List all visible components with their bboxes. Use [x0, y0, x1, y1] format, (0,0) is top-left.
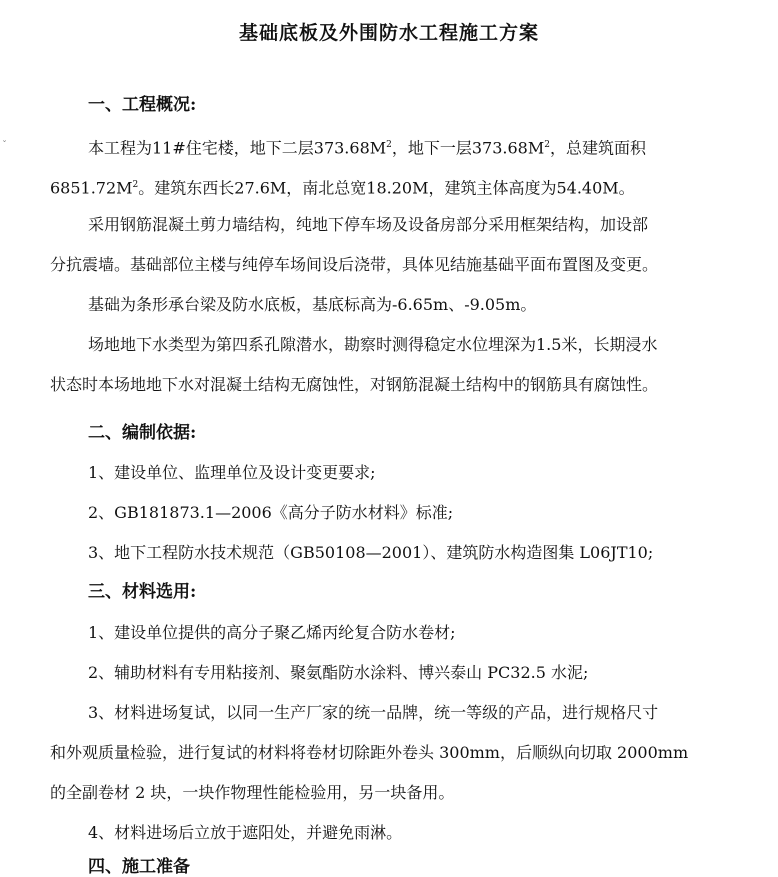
- text-span: 6851.72M: [50, 178, 133, 198]
- list-item-continuation: 和外观质量检验，进行复试的材料将卷材切除距外卷头 300mm，后顺纵向切取 2000mm: [50, 743, 689, 762]
- list-item: 3、地下工程防水技术规范（GB50108—2001）、建筑防水构造图集 L06JT10;: [88, 543, 654, 562]
- paragraph-line: [50, 175, 635, 198]
- list-item-continuation: 的全副卷材 2 块，一块作物理性能检验用，另一块备用。: [50, 783, 455, 802]
- section-heading-materials: 三、材料选用:: [88, 582, 197, 602]
- list-item: 1、建设单位提供的高分子聚乙烯丙纶复合防水卷材;: [88, 623, 456, 642]
- text-span: ，总建筑面积: [549, 138, 646, 158]
- margin-marker: ˇ: [2, 140, 7, 151]
- list-item: 4、材料进场后立放于遮阳处，并避免雨淋。: [88, 823, 403, 842]
- superscript: 2: [386, 140, 392, 150]
- text-span: ，地下一层373.68M: [391, 138, 545, 158]
- text-span: 。建筑东西长27.6M，南北总宽18.20M，建筑主体高度为54.40M。: [138, 178, 635, 198]
- document-title: 基础底板及外围防水工程施工方案: [238, 22, 539, 44]
- list-item: 2、GB181873.1—2006《高分子防水材料》标准;: [88, 503, 454, 522]
- paragraph-line: 基础为条形承台梁及防水底板，基底标高为-6.65m、-9.05m。: [88, 295, 537, 314]
- paragraph-line: [88, 135, 646, 158]
- section-heading-overview: 一、工程概况:: [88, 95, 197, 115]
- paragraph-line: 采用钢筋混凝土剪力墙结构，纯地下停车场及设备房部分采用框架结构，加设部: [88, 215, 649, 234]
- paragraph-line: 状态时本场地地下水对混凝土结构无腐蚀性，对钢筋混凝土结构中的钢筋具有腐蚀性。: [50, 375, 659, 394]
- section-heading-partial: 四、施工准备: [88, 857, 190, 877]
- list-item: 3、材料进场复试，以同一生产厂家的统一品牌，统一等级的产品，进行规格尺寸: [88, 703, 659, 722]
- superscript: 2: [544, 140, 550, 150]
- list-item: 2、辅助材料有专用粘接剂、聚氨酯防水涂料、博兴泰山 PC32.5 水泥;: [88, 663, 589, 682]
- paragraph-line: 分抗震墙。基础部位主楼与纯停车场间设后浇带，具体见结施基础平面布置图及变更。: [50, 255, 659, 274]
- paragraph-line: 场地地下水类型为第四系孔隙潜水，勘察时测得稳定水位埋深为1.5米，长期浸水: [88, 335, 658, 354]
- superscript: 2: [132, 180, 139, 190]
- list-item: 1、建设单位、监理单位及设计变更要求;: [88, 463, 376, 482]
- section-heading-basis: 二、编制依据:: [88, 423, 197, 443]
- text-span: 本工程为11#住宅楼，地下二层373.68M: [88, 138, 387, 158]
